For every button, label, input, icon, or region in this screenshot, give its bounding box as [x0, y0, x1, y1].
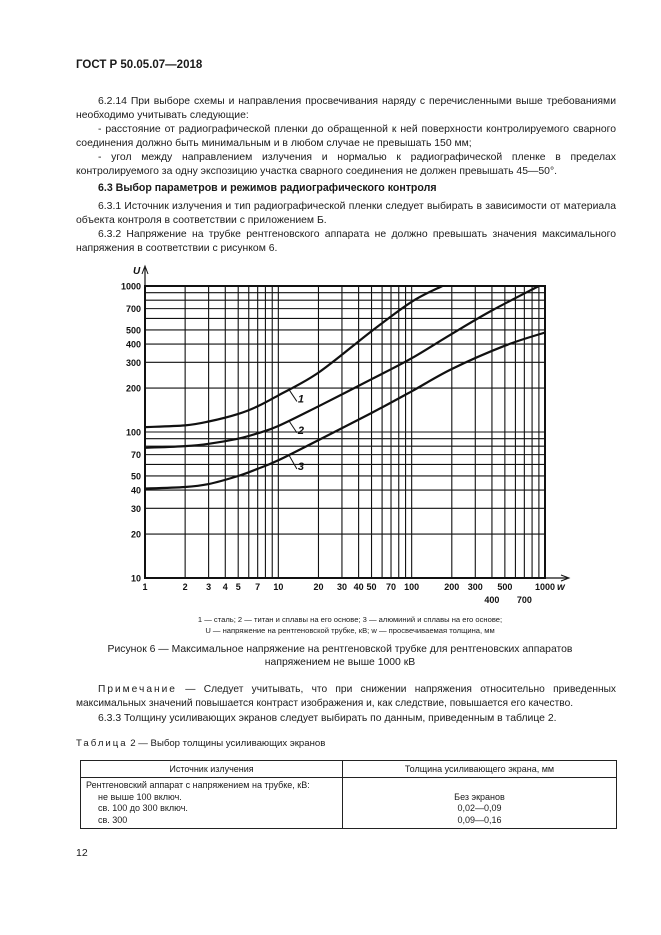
figure-legend-axes: U — напряжение на рентгеновской трубке, кВ; w — просвечиваемая толщина, мм [205, 626, 495, 635]
x-tick-label: 20 [313, 582, 324, 592]
series-line-1 [145, 286, 442, 427]
note-text: — Следует учитывать, что при снижении напряжения относительно приведенных максимальных значений повышается контраст изображения и, как следствие, повышается его качество. [76, 684, 616, 709]
paragraph-6-2-14: 6.2.14 При выборе схемы и направления просвечивания наряду с перечисленными выше требованиями необходимо учитывать следующие: [76, 96, 616, 122]
x-tick-label: 7 [255, 582, 261, 592]
table-row [81, 778, 617, 829]
figure-caption: Рисунок 6 — Максимальное напряжение на рентгеновской трубке для рентгеновских аппаратов напряжением не выше 1000 кВ [107, 644, 573, 668]
table-header-thickness: Толщина усиливающего экрана, мм [343, 761, 617, 778]
table-caption-text: 2 — Выбор толщины усиливающих экранов [130, 738, 326, 749]
page-number: 12 [76, 847, 88, 859]
y-tick-label: 500 [125, 325, 141, 336]
x-tick-label: 1 [142, 582, 148, 592]
x-tick-label: 700 [516, 595, 532, 605]
table-caption [76, 738, 325, 749]
x-tick-label: 300 [467, 582, 483, 592]
y-tick-label: 20 [130, 529, 141, 540]
paragraph-6-3-2: 6.3.2 Напряжение на трубке рентгеновского аппарата не должно превышать значения максимального напряжения в соответствии с рисунком 6. [76, 229, 616, 255]
y-tick-label: 300 [125, 357, 141, 368]
paragraph-6-3-3: 6.3.3 Толщину усиливающих экранов следует выбирать по данным, приведенным в таблице 2. [98, 713, 557, 724]
x-tick-label: 1000 [534, 582, 556, 592]
standard-code: ГОСТ Р 50.05.07—2018 [76, 59, 203, 71]
x-tick-label: 70 [386, 582, 397, 592]
series-label-1: 1 [297, 393, 305, 406]
y-tick-label: 200 [125, 383, 141, 394]
x-tick-label: 500 [497, 582, 513, 592]
screen-thickness-table [80, 760, 617, 829]
x-tick-label: 50 [366, 582, 377, 592]
table-caption-label: Таблица [76, 738, 128, 749]
series-leader-2 [289, 421, 297, 433]
table-row-thickness-3: 0,09—0,16 [457, 814, 502, 825]
section-title: 6.3 Выбор параметров и режимов радиографического контроля [98, 182, 437, 194]
table-cell-thickness [343, 778, 617, 829]
y-tick-label: 100 [125, 427, 141, 438]
y-tick-label: 700 [125, 304, 141, 315]
series-label-2: 2 [297, 424, 305, 437]
series-line-3 [145, 333, 545, 489]
y-tick-label: 10 [130, 573, 141, 584]
note-label: Примечание [98, 684, 177, 695]
series-leader-1 [289, 389, 297, 401]
x-tick-label: 30 [336, 582, 347, 592]
x-tick-label: 10 [273, 582, 284, 592]
table-row-thickness-2: 0,02—0,09 [457, 803, 502, 813]
x-tick-label: 40 [353, 582, 364, 592]
x-tick-label: 200 [444, 582, 460, 592]
y-axis-title: U [133, 266, 141, 277]
y-tick-label: 400 [125, 339, 141, 350]
table-row-group-label: Рентгеновский аппарат с напряжением на трубке, кВ: [86, 780, 310, 790]
figure-legend-curves: 1 — сталь; 2 — титан и сплавы на его основе; 3 — алюминий и сплавы на его основе; [197, 615, 503, 624]
figure-note [76, 683, 616, 711]
table-row-source-3: св. 300 [98, 814, 128, 825]
x-tick-label: 100 [404, 582, 420, 592]
y-tick-label: 50 [130, 471, 141, 482]
paragraph-6-3-1: 6.3.1 Источник излучения и тип радиографической пленки следует выбирать в зависимости от материала объекта контроля в соответствии с приложением Б. [76, 201, 616, 227]
table-header-source: Источник излучения [81, 761, 343, 778]
table-row-source-2: св. 100 до 300 включ. [98, 803, 188, 813]
table-row-source-1: не выше 100 включ. [98, 791, 182, 802]
x-tick-label: 2 [182, 582, 188, 592]
y-tick-label: 70 [130, 450, 141, 461]
x-axis-title: w [557, 582, 565, 593]
series-leader-3 [289, 455, 297, 469]
series-label-3: 3 [297, 460, 305, 473]
y-tick-label: 40 [130, 485, 141, 496]
x-tick-label: 4 [222, 582, 228, 592]
y-tick-label: 1000 [120, 281, 141, 292]
x-tick-label: 3 [206, 582, 212, 592]
x-tick-label: 400 [484, 595, 500, 605]
bullet-film-distance: - расстояние от радиографической пленки до обращенной к ней поверхности контролируемого сварного соединения должно быть минимальным и в любом случае не превышать 150 мм; [76, 124, 616, 150]
y-tick-label: 30 [130, 503, 141, 514]
table-cell-source [81, 778, 343, 829]
table-header-row [81, 761, 617, 778]
x-tick-label: 5 [235, 582, 241, 592]
table-row-thickness-1: Без экранов [454, 791, 505, 802]
bullet-radiation-angle: - угол между направлением излучения и нормалью к радиографической пленке в пределах контролируемого за одну экспозицию участка сварного соединения не должен превышать 45—50°. [76, 152, 616, 178]
